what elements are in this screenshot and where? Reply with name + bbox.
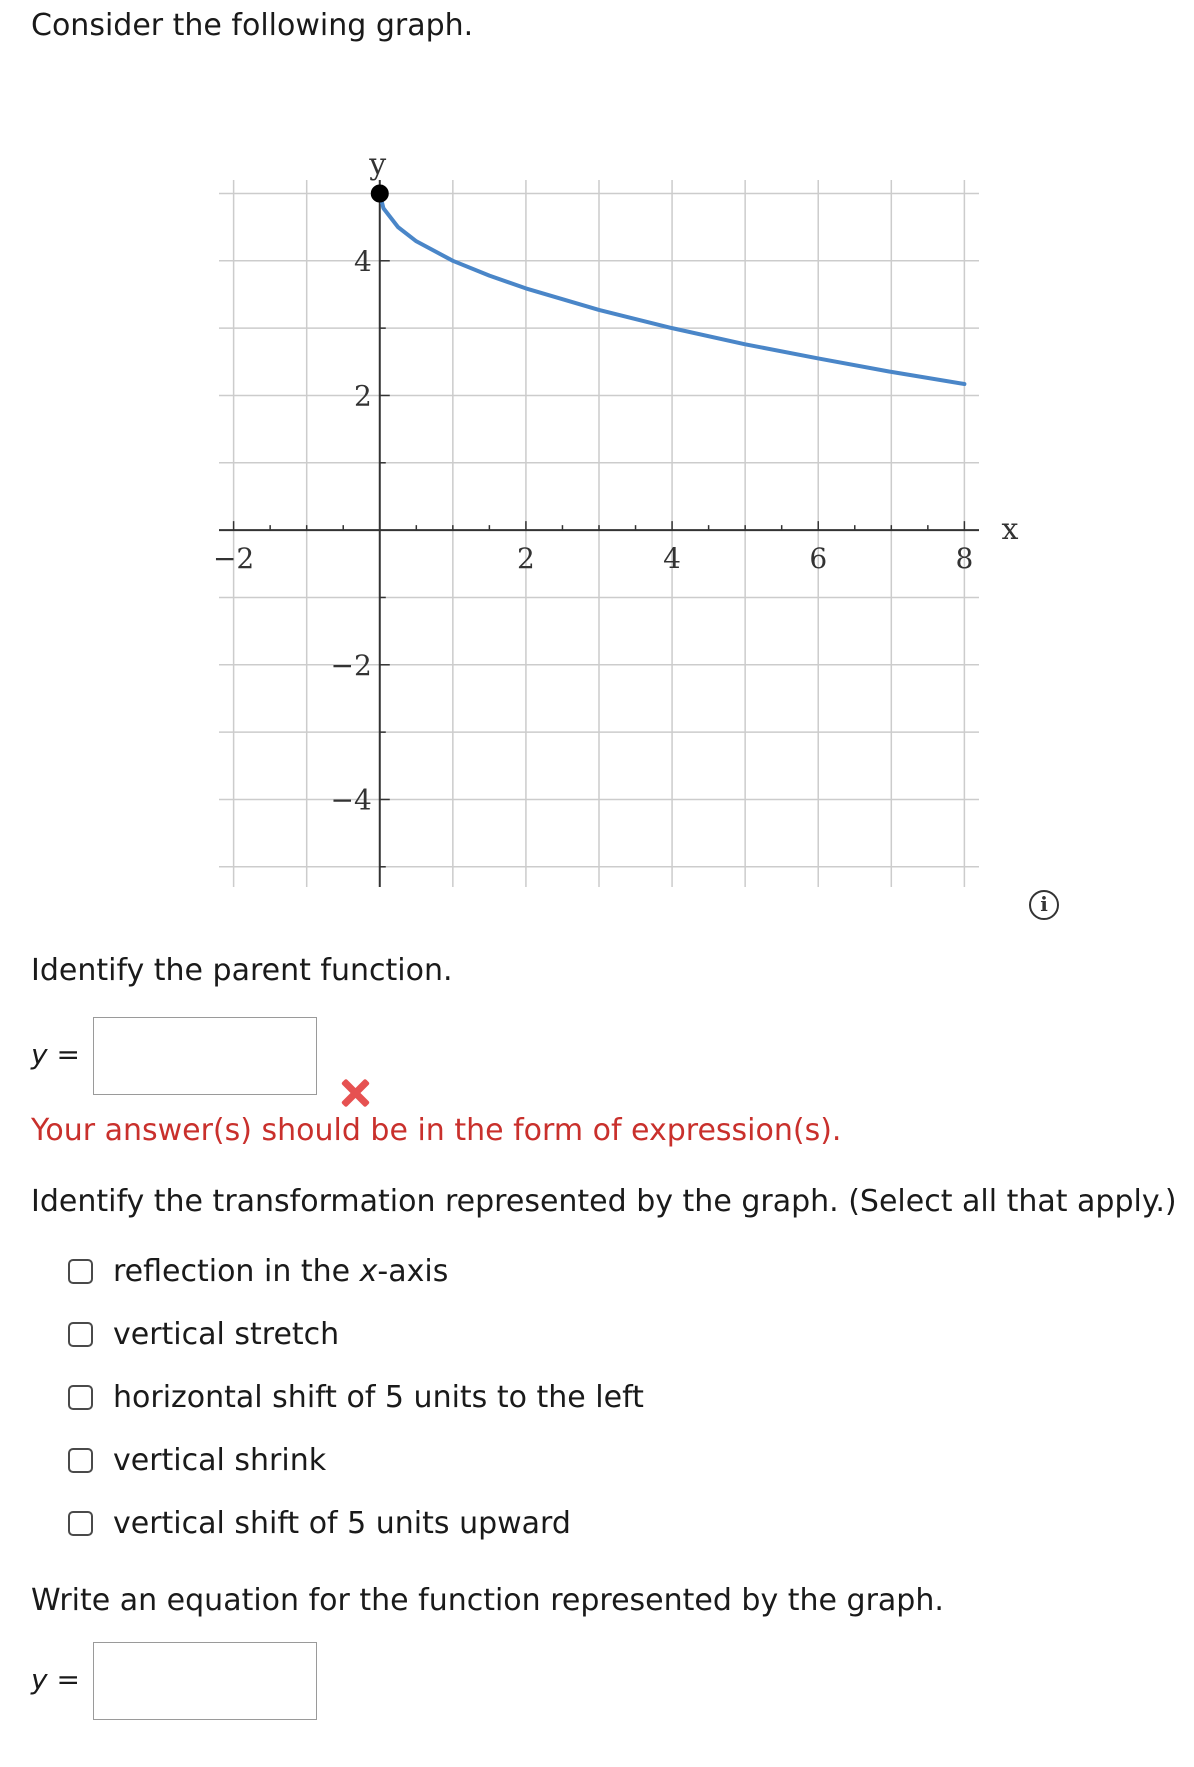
checkbox[interactable] — [68, 1322, 93, 1347]
x-tick-label: 6 — [809, 542, 828, 576]
option-label: horizontal shift of 5 units to the left — [113, 1379, 644, 1415]
checkbox[interactable] — [68, 1511, 93, 1536]
parent-function-prompt: Identify the parent function. — [31, 953, 453, 988]
x-tick-label: 2 — [517, 542, 535, 576]
answer-eq: = — [56, 1663, 80, 1696]
option-label: vertical stretch — [113, 1316, 340, 1352]
y-axis-label: y — [369, 147, 387, 182]
y-tick-label: 4 — [353, 244, 372, 278]
x-tick-label: 4 — [663, 542, 681, 576]
checkbox[interactable] — [68, 1448, 93, 1473]
option-vertical-shrink[interactable] — [68, 1429, 644, 1492]
x-tick-label: −2 — [212, 542, 255, 576]
curve-endpoint — [372, 185, 388, 201]
y-tick-label: −2 — [330, 648, 372, 682]
option-label: reflection in the x-axis — [113, 1253, 449, 1289]
answer-eq: = — [56, 1038, 80, 1071]
transformation-prompt: Identify the transformation represented by the graph. (Select all that apply.) — [31, 1184, 1177, 1219]
question-intro: Consider the following graph. — [31, 8, 474, 43]
option-reflection-x-axis[interactable] — [68, 1240, 644, 1303]
option-label: vertical shift of 5 units upward — [113, 1505, 571, 1541]
option-vertical-shift-up[interactable] — [68, 1492, 644, 1555]
option-label: vertical shrink — [113, 1442, 327, 1478]
x-tick-label: 8 — [955, 542, 974, 576]
answer-label — [31, 1037, 80, 1073]
transformation-options — [68, 1240, 644, 1555]
x-axis-label: x — [1001, 512, 1019, 548]
info-icon[interactable]: i — [1029, 890, 1059, 920]
error-message: Your answer(s) should be in the form of expression(s). — [31, 1113, 842, 1148]
equation-prompt: Write an equation for the function represented by the graph. — [31, 1583, 944, 1618]
option-vertical-stretch[interactable] — [68, 1303, 644, 1366]
checkbox[interactable] — [68, 1385, 93, 1410]
parent-function-input[interactable] — [93, 1017, 317, 1095]
answer-var: y — [31, 1038, 48, 1071]
y-tick-label: −4 — [330, 783, 372, 817]
option-horizontal-shift-left[interactable] — [68, 1366, 644, 1429]
y-tick-label: 2 — [353, 379, 372, 413]
equation-input[interactable] — [93, 1642, 317, 1720]
checkbox[interactable] — [68, 1259, 93, 1284]
error-x-icon — [338, 1076, 372, 1110]
function-graph — [0, 90, 1019, 920]
answer-label — [31, 1662, 80, 1698]
answer-var: y — [31, 1663, 48, 1696]
